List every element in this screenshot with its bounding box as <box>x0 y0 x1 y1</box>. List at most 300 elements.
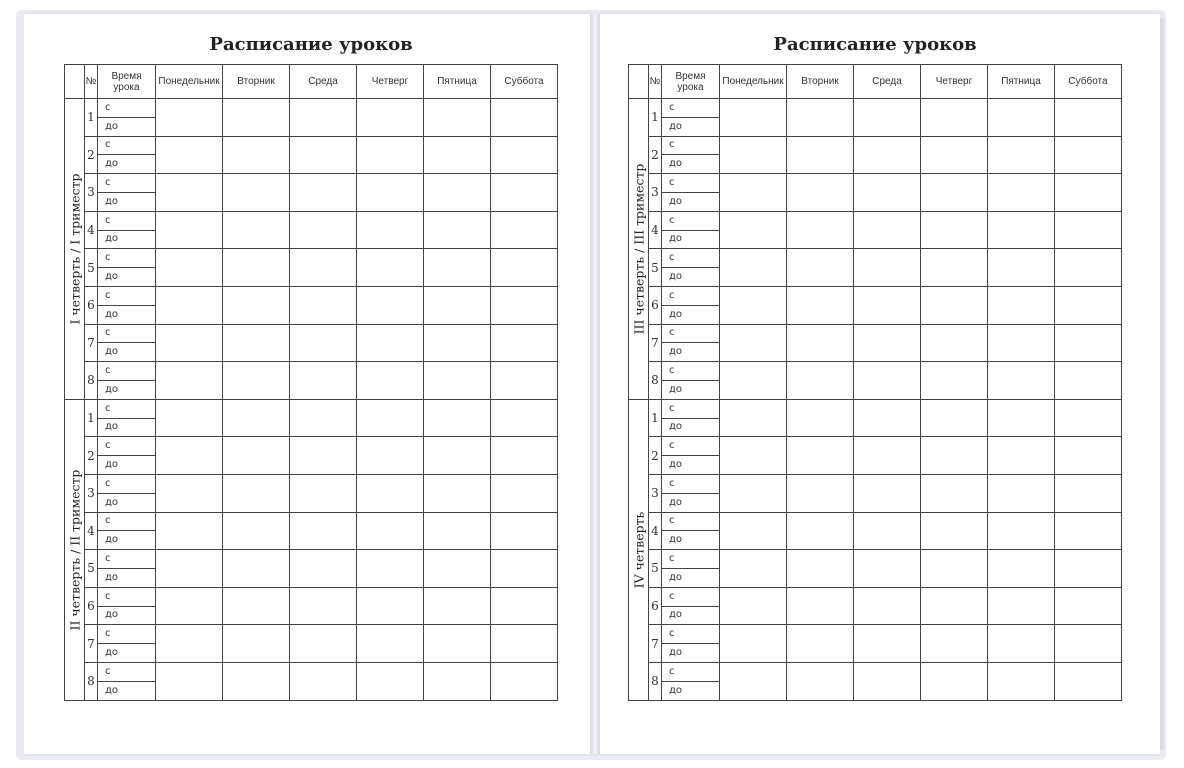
lesson-cell[interactable] <box>854 399 921 437</box>
lesson-cell[interactable] <box>787 550 854 588</box>
lesson-cell[interactable] <box>1055 550 1122 588</box>
lesson-cell[interactable] <box>787 286 854 324</box>
lesson-cell[interactable] <box>156 99 223 137</box>
time-from-field[interactable]: с <box>98 550 156 569</box>
time-to-field[interactable]: до <box>662 380 720 399</box>
lesson-cell[interactable] <box>1055 474 1122 512</box>
time-to-field[interactable]: до <box>662 681 720 700</box>
lesson-cell[interactable] <box>357 174 424 212</box>
time-from-field[interactable]: с <box>98 362 156 381</box>
lesson-cell[interactable] <box>357 587 424 625</box>
lesson-number: 4 <box>85 512 98 550</box>
time-to-field[interactable]: до <box>98 568 156 587</box>
lesson-cell[interactable] <box>988 587 1055 625</box>
lesson-cell[interactable] <box>854 437 921 475</box>
lesson-cell[interactable] <box>290 136 357 174</box>
lesson-cell[interactable] <box>1055 662 1122 700</box>
lesson-cell[interactable] <box>156 512 223 550</box>
time-from-field[interactable]: с <box>98 174 156 193</box>
header-day: Пятница <box>988 65 1055 99</box>
time-to-field[interactable]: до <box>662 568 720 587</box>
lesson-cell[interactable] <box>921 474 988 512</box>
lesson-cell[interactable] <box>223 625 290 663</box>
lesson-cell[interactable] <box>156 474 223 512</box>
lesson-cell[interactable] <box>357 550 424 588</box>
lesson-cell[interactable] <box>720 324 787 362</box>
time-to-field[interactable]: до <box>98 531 156 550</box>
lesson-cell[interactable] <box>156 437 223 475</box>
time-from-field[interactable]: с <box>662 550 720 569</box>
lesson-cell[interactable] <box>720 399 787 437</box>
lesson-cell[interactable] <box>290 324 357 362</box>
lesson-cell[interactable] <box>223 437 290 475</box>
lesson-cell[interactable] <box>988 474 1055 512</box>
table-row <box>629 587 1122 606</box>
lesson-number: 4 <box>649 512 662 550</box>
lesson-cell[interactable] <box>424 550 491 588</box>
lesson-cell[interactable] <box>424 136 491 174</box>
lesson-cell[interactable] <box>491 211 558 249</box>
lesson-number: 2 <box>85 136 98 174</box>
header-number: № <box>649 65 662 99</box>
time-to-field[interactable]: до <box>662 192 720 211</box>
binding-gutter <box>590 14 600 754</box>
lesson-cell[interactable] <box>357 437 424 475</box>
lesson-number: 5 <box>85 550 98 588</box>
lesson-cell[interactable] <box>424 286 491 324</box>
lesson-cell[interactable] <box>921 550 988 588</box>
lesson-cell[interactable] <box>223 136 290 174</box>
time-from-field[interactable]: с <box>662 399 720 418</box>
time-from-field[interactable]: с <box>98 474 156 493</box>
time-to-field[interactable]: до <box>662 268 720 287</box>
lesson-cell[interactable] <box>787 437 854 475</box>
time-to-field[interactable]: до <box>98 268 156 287</box>
time-to-field[interactable]: до <box>98 343 156 362</box>
lesson-cell[interactable] <box>854 625 921 663</box>
lesson-cell[interactable] <box>988 550 1055 588</box>
lesson-cell[interactable] <box>290 249 357 287</box>
lesson-cell[interactable] <box>156 587 223 625</box>
lesson-cell[interactable] <box>921 437 988 475</box>
table-row <box>629 174 1122 193</box>
lesson-cell[interactable] <box>424 587 491 625</box>
lesson-cell[interactable] <box>854 324 921 362</box>
lesson-cell[interactable] <box>921 399 988 437</box>
time-from-field[interactable]: с <box>98 136 156 155</box>
period-label-cell <box>629 99 649 400</box>
lesson-cell[interactable] <box>854 286 921 324</box>
lesson-cell[interactable] <box>156 211 223 249</box>
lesson-cell[interactable] <box>223 512 290 550</box>
time-to-field[interactable]: до <box>662 456 720 475</box>
lesson-cell[interactable] <box>491 362 558 400</box>
time-from-field[interactable]: с <box>98 662 156 681</box>
lesson-cell[interactable] <box>223 662 290 700</box>
lesson-cell[interactable] <box>424 437 491 475</box>
lesson-cell[interactable] <box>223 362 290 400</box>
time-to-field[interactable]: до <box>98 606 156 625</box>
lesson-number: 4 <box>85 211 98 249</box>
table-row <box>629 324 1122 343</box>
lesson-cell[interactable] <box>988 249 1055 287</box>
lesson-cell[interactable] <box>1055 286 1122 324</box>
lesson-cell[interactable] <box>854 99 921 137</box>
lesson-cell[interactable] <box>720 625 787 663</box>
lesson-cell[interactable] <box>156 399 223 437</box>
time-from-field[interactable]: с <box>662 249 720 268</box>
lesson-number: 4 <box>649 211 662 249</box>
lesson-cell[interactable] <box>1055 136 1122 174</box>
lesson-cell[interactable] <box>720 662 787 700</box>
time-to-field[interactable]: до <box>662 493 720 512</box>
lesson-cell[interactable] <box>787 362 854 400</box>
lesson-cell[interactable] <box>357 512 424 550</box>
time-from-field[interactable]: с <box>662 437 720 456</box>
time-to-field[interactable]: до <box>98 117 156 136</box>
lesson-cell[interactable] <box>988 625 1055 663</box>
lesson-cell[interactable] <box>491 437 558 475</box>
lesson-cell[interactable] <box>720 136 787 174</box>
lesson-cell[interactable] <box>988 286 1055 324</box>
period-label: II четверть / II триместр <box>67 469 82 631</box>
lesson-cell[interactable] <box>357 136 424 174</box>
lesson-cell[interactable] <box>424 512 491 550</box>
lesson-cell[interactable] <box>424 362 491 400</box>
lesson-cell[interactable] <box>290 625 357 663</box>
lesson-cell[interactable] <box>921 324 988 362</box>
time-to-field[interactable]: до <box>98 456 156 475</box>
lesson-cell[interactable] <box>854 362 921 400</box>
lesson-cell[interactable] <box>787 512 854 550</box>
lesson-cell[interactable] <box>1055 324 1122 362</box>
lesson-cell[interactable] <box>787 324 854 362</box>
lesson-cell[interactable] <box>491 249 558 287</box>
lesson-cell[interactable] <box>156 550 223 588</box>
schedule-table-right <box>628 64 1122 701</box>
lesson-number: 1 <box>649 399 662 437</box>
lesson-cell[interactable] <box>720 286 787 324</box>
lesson-cell[interactable] <box>854 550 921 588</box>
time-to-field[interactable]: до <box>98 418 156 437</box>
lesson-cell[interactable] <box>720 249 787 287</box>
lesson-cell[interactable] <box>720 550 787 588</box>
lesson-cell[interactable] <box>988 362 1055 400</box>
time-from-field[interactable]: с <box>662 99 720 118</box>
lesson-cell[interactable] <box>491 324 558 362</box>
lesson-cell[interactable] <box>357 474 424 512</box>
header-day: Суббота <box>1055 65 1122 99</box>
time-to-field[interactable]: до <box>98 155 156 174</box>
table-row <box>65 587 558 606</box>
lesson-cell[interactable] <box>921 662 988 700</box>
lesson-cell[interactable] <box>357 324 424 362</box>
lesson-cell[interactable] <box>424 399 491 437</box>
lesson-cell[interactable] <box>223 324 290 362</box>
time-to-field[interactable]: до <box>662 606 720 625</box>
lesson-cell[interactable] <box>988 512 1055 550</box>
lesson-cell[interactable] <box>491 474 558 512</box>
lesson-cell[interactable] <box>1055 512 1122 550</box>
lesson-cell[interactable] <box>921 625 988 663</box>
time-from-field[interactable]: с <box>98 324 156 343</box>
lesson-cell[interactable] <box>1055 362 1122 400</box>
lesson-cell[interactable] <box>921 211 988 249</box>
time-to-field[interactable]: до <box>98 493 156 512</box>
time-from-field[interactable]: с <box>98 211 156 230</box>
lesson-cell[interactable] <box>424 211 491 249</box>
lesson-cell[interactable] <box>921 136 988 174</box>
table-row <box>65 324 558 343</box>
lesson-cell[interactable] <box>787 474 854 512</box>
lesson-cell[interactable] <box>787 99 854 137</box>
lesson-cell[interactable] <box>290 662 357 700</box>
lesson-cell[interactable] <box>720 211 787 249</box>
lesson-cell[interactable] <box>1055 249 1122 287</box>
period-label: III четверть / III триместр <box>631 163 646 335</box>
time-from-field[interactable]: с <box>98 625 156 644</box>
time-from-field[interactable]: с <box>662 587 720 606</box>
lesson-cell[interactable] <box>988 399 1055 437</box>
table-row <box>65 625 558 644</box>
table-header-row <box>629 65 1122 99</box>
table-row <box>629 211 1122 230</box>
lesson-number: 6 <box>649 587 662 625</box>
lesson-cell[interactable] <box>491 399 558 437</box>
lesson-cell[interactable] <box>223 249 290 287</box>
time-from-field[interactable]: с <box>98 512 156 531</box>
lesson-cell[interactable] <box>787 211 854 249</box>
lesson-cell[interactable] <box>988 211 1055 249</box>
lesson-cell[interactable] <box>854 474 921 512</box>
lesson-cell[interactable] <box>223 587 290 625</box>
lesson-cell[interactable] <box>424 249 491 287</box>
lesson-cell[interactable] <box>223 211 290 249</box>
time-to-field[interactable]: до <box>98 230 156 249</box>
lesson-cell[interactable] <box>720 99 787 137</box>
time-from-field[interactable]: с <box>98 249 156 268</box>
time-from-field[interactable]: с <box>662 174 720 193</box>
lesson-cell[interactable] <box>1055 437 1122 475</box>
lesson-cell[interactable] <box>223 174 290 212</box>
time-to-field[interactable]: до <box>662 531 720 550</box>
lesson-cell[interactable] <box>988 174 1055 212</box>
lesson-cell[interactable] <box>854 512 921 550</box>
lesson-number: 8 <box>85 362 98 400</box>
lesson-cell[interactable] <box>787 587 854 625</box>
lesson-cell[interactable] <box>854 249 921 287</box>
lesson-cell[interactable] <box>1055 174 1122 212</box>
lesson-cell[interactable] <box>720 474 787 512</box>
lesson-cell[interactable] <box>787 174 854 212</box>
lesson-cell[interactable] <box>290 362 357 400</box>
lesson-cell[interactable] <box>921 249 988 287</box>
lesson-cell[interactable] <box>357 99 424 137</box>
lesson-cell[interactable] <box>720 512 787 550</box>
lesson-cell[interactable] <box>1055 399 1122 437</box>
time-to-field[interactable]: до <box>662 117 720 136</box>
lesson-cell[interactable] <box>290 474 357 512</box>
header-blank <box>629 65 649 99</box>
lesson-cell[interactable] <box>424 174 491 212</box>
time-to-field[interactable]: до <box>662 343 720 362</box>
lesson-cell[interactable] <box>491 286 558 324</box>
time-from-field[interactable]: с <box>662 211 720 230</box>
lesson-cell[interactable] <box>424 625 491 663</box>
lesson-number: 7 <box>85 625 98 663</box>
lesson-cell[interactable] <box>290 587 357 625</box>
lesson-cell[interactable] <box>854 211 921 249</box>
lesson-cell[interactable] <box>921 512 988 550</box>
lesson-number: 5 <box>649 550 662 588</box>
lesson-number: 6 <box>85 587 98 625</box>
lesson-cell[interactable] <box>720 362 787 400</box>
lesson-cell[interactable] <box>156 174 223 212</box>
table-row <box>65 399 558 418</box>
lesson-cell[interactable] <box>1055 625 1122 663</box>
lesson-cell[interactable] <box>1055 587 1122 625</box>
lesson-cell[interactable] <box>1055 211 1122 249</box>
time-to-field[interactable]: до <box>98 192 156 211</box>
lesson-cell[interactable] <box>156 324 223 362</box>
table-row <box>629 662 1122 681</box>
lesson-cell[interactable] <box>921 362 988 400</box>
lesson-cell[interactable] <box>223 286 290 324</box>
lesson-cell[interactable] <box>1055 99 1122 137</box>
time-from-field[interactable]: с <box>662 362 720 381</box>
lesson-cell[interactable] <box>223 399 290 437</box>
time-to-field[interactable]: до <box>662 644 720 663</box>
lesson-cell[interactable] <box>357 249 424 287</box>
lesson-cell[interactable] <box>290 437 357 475</box>
time-to-field[interactable]: до <box>98 644 156 663</box>
time-from-field[interactable]: с <box>98 437 156 456</box>
lesson-number: 7 <box>649 625 662 663</box>
lesson-cell[interactable] <box>424 662 491 700</box>
lesson-cell[interactable] <box>156 625 223 663</box>
lesson-cell[interactable] <box>424 474 491 512</box>
time-from-field[interactable]: с <box>98 399 156 418</box>
time-from-field[interactable]: с <box>98 286 156 305</box>
lesson-cell[interactable] <box>921 99 988 137</box>
lesson-cell[interactable] <box>787 625 854 663</box>
lesson-cell[interactable] <box>223 474 290 512</box>
lesson-cell[interactable] <box>156 362 223 400</box>
time-from-field[interactable]: с <box>662 136 720 155</box>
lesson-cell[interactable] <box>921 587 988 625</box>
lesson-cell[interactable] <box>491 550 558 588</box>
lesson-cell[interactable] <box>921 174 988 212</box>
time-from-field[interactable]: с <box>662 324 720 343</box>
time-to-field[interactable]: до <box>662 418 720 437</box>
lesson-cell[interactable] <box>156 249 223 287</box>
lesson-cell[interactable] <box>988 324 1055 362</box>
lesson-cell[interactable] <box>491 99 558 137</box>
lesson-cell[interactable] <box>988 662 1055 700</box>
table-row <box>65 99 558 118</box>
lesson-cell[interactable] <box>290 211 357 249</box>
lesson-cell[interactable] <box>290 399 357 437</box>
lesson-cell[interactable] <box>988 99 1055 137</box>
lesson-cell[interactable] <box>424 324 491 362</box>
lesson-cell[interactable] <box>988 136 1055 174</box>
time-to-field[interactable]: до <box>98 305 156 324</box>
lesson-cell[interactable] <box>491 587 558 625</box>
lesson-cell[interactable] <box>720 174 787 212</box>
table-row <box>65 174 558 193</box>
table-row <box>629 399 1122 418</box>
time-from-field[interactable]: с <box>662 625 720 644</box>
lesson-cell[interactable] <box>290 550 357 588</box>
lesson-cell[interactable] <box>156 286 223 324</box>
lesson-cell[interactable] <box>787 662 854 700</box>
period-label-cell <box>65 99 85 400</box>
lesson-cell[interactable] <box>787 136 854 174</box>
lesson-cell[interactable] <box>290 174 357 212</box>
time-from-field[interactable]: с <box>662 474 720 493</box>
lesson-cell[interactable] <box>988 437 1055 475</box>
lesson-cell[interactable] <box>491 174 558 212</box>
time-from-field[interactable]: с <box>662 662 720 681</box>
lesson-cell[interactable] <box>491 512 558 550</box>
time-to-field[interactable]: до <box>98 681 156 700</box>
time-from-field[interactable]: с <box>662 512 720 531</box>
lesson-cell[interactable] <box>921 286 988 324</box>
lesson-cell[interactable] <box>720 437 787 475</box>
lesson-cell[interactable] <box>720 587 787 625</box>
table-row <box>629 512 1122 531</box>
lesson-cell[interactable] <box>357 362 424 400</box>
lesson-cell[interactable] <box>290 99 357 137</box>
lesson-cell[interactable] <box>156 662 223 700</box>
lesson-cell[interactable] <box>357 399 424 437</box>
lesson-cell[interactable] <box>156 136 223 174</box>
lesson-cell[interactable] <box>424 99 491 137</box>
lesson-cell[interactable] <box>491 625 558 663</box>
time-to-field[interactable]: до <box>662 230 720 249</box>
time-to-field[interactable]: до <box>662 305 720 324</box>
lesson-cell[interactable] <box>223 550 290 588</box>
time-from-field[interactable]: с <box>662 286 720 305</box>
time-from-field[interactable]: с <box>98 99 156 118</box>
schedule-table-left <box>64 64 558 701</box>
time-to-field[interactable]: до <box>662 155 720 174</box>
lesson-cell[interactable] <box>854 174 921 212</box>
lesson-cell[interactable] <box>854 662 921 700</box>
header-day: Суббота <box>491 65 558 99</box>
lesson-cell[interactable] <box>787 399 854 437</box>
lesson-cell[interactable] <box>290 286 357 324</box>
lesson-cell[interactable] <box>290 512 357 550</box>
table-row <box>629 625 1122 644</box>
lesson-cell[interactable] <box>854 587 921 625</box>
time-from-field[interactable]: с <box>98 587 156 606</box>
lesson-cell[interactable] <box>357 286 424 324</box>
table-row <box>65 249 558 268</box>
lesson-cell[interactable] <box>787 249 854 287</box>
time-to-field[interactable]: до <box>98 380 156 399</box>
table-row <box>629 550 1122 569</box>
lesson-cell[interactable] <box>357 662 424 700</box>
lesson-cell[interactable] <box>491 136 558 174</box>
lesson-cell[interactable] <box>854 136 921 174</box>
lesson-cell[interactable] <box>357 625 424 663</box>
lesson-cell[interactable] <box>491 662 558 700</box>
lesson-cell[interactable] <box>223 99 290 137</box>
lesson-cell[interactable] <box>357 211 424 249</box>
table-row <box>629 474 1122 493</box>
page-title: Расписание уроков <box>209 34 413 55</box>
